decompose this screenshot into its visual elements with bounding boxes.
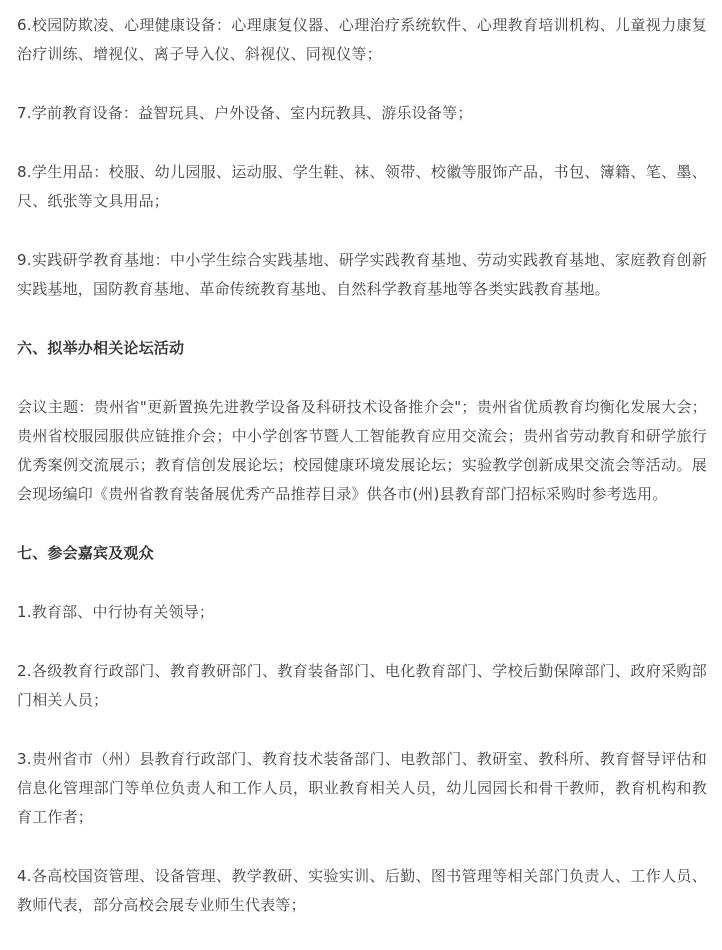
list-item-student-supplies: 8.学生用品：校服、幼儿园服、运动服、学生鞋、袜、领带、校徽等服饰产品，书包、簿籍、笔、墨、尺、纸张等文具用品； <box>17 163 707 210</box>
section-heading-forum-activities: 六、拟举办相关论坛活动 <box>17 339 185 357</box>
list-item-school-safety-equipment: 6.校园防欺凌、心理健康设备：心理康复仪器、心理治疗系统软件、心理教育培训机构、儿童视力康复治疗训练、增视仪、离子导入仪、斜视仪、同视仪等； <box>17 16 707 63</box>
list-item-preschool-equipment: 7.学前教育设备：益智玩具、户外设备、室内玩教具、游乐设备等； <box>17 104 473 122</box>
list-item-guizhou-departments: 3.贵州省市（州）县教育行政部门、教育技术装备部门、电教部门、教研室、教科所、教育督导评估和信息化管理部门等单位负责人和工作人员，职业教育相关人员，幼儿园园长和骨干教师，教育机构和教育工作者； <box>17 750 707 826</box>
list-item-education-departments: 2.各级教育行政部门、教育教研部门、教育装备部门、电化教育部门、学校后勤保障部门、政府采购部门相关人员； <box>17 662 707 709</box>
section-heading-guests-audience: 七、参会嘉宾及观众 <box>17 544 154 562</box>
forum-activities-body: 会议主题：贵州省"更新置换先进教学设备及科研技术设备推介会"；贵州省优质教育均衡化发展大会；贵州省校服园服供应链推介会；中小学创客节暨人工智能教育应用交流会；贵州省劳动教育和研学旅行优秀案例交流展示；教育信创发展论坛；校园健康环境发展论坛；实验教学创新成果交流会等活动。展会现场编印《贵州省教育装备展优秀产品推荐目录》供各市(州)县教育部门招标采购时参考选用。 <box>17 398 707 503</box>
article-body <box>17 11 707 950</box>
list-item-ministry-leaders: 1.教育部、中行协有关领导； <box>17 603 215 621</box>
list-item-practice-bases: 9.实践研学教育基地：中小学生综合实践基地、研学实践教育基地、劳动实践教育基地、家庭教育创新实践基地，国防教育基地、革命传统教育基地、自然科学教育基地等各类实践教育基地。 <box>17 251 707 298</box>
list-item-universities: 4.各高校国资管理、设备管理、教学教研、实验实训、后勤、图书管理等相关部门负责人、工作人员、教师代表，部分高校会展专业师生代表等； <box>17 867 707 914</box>
